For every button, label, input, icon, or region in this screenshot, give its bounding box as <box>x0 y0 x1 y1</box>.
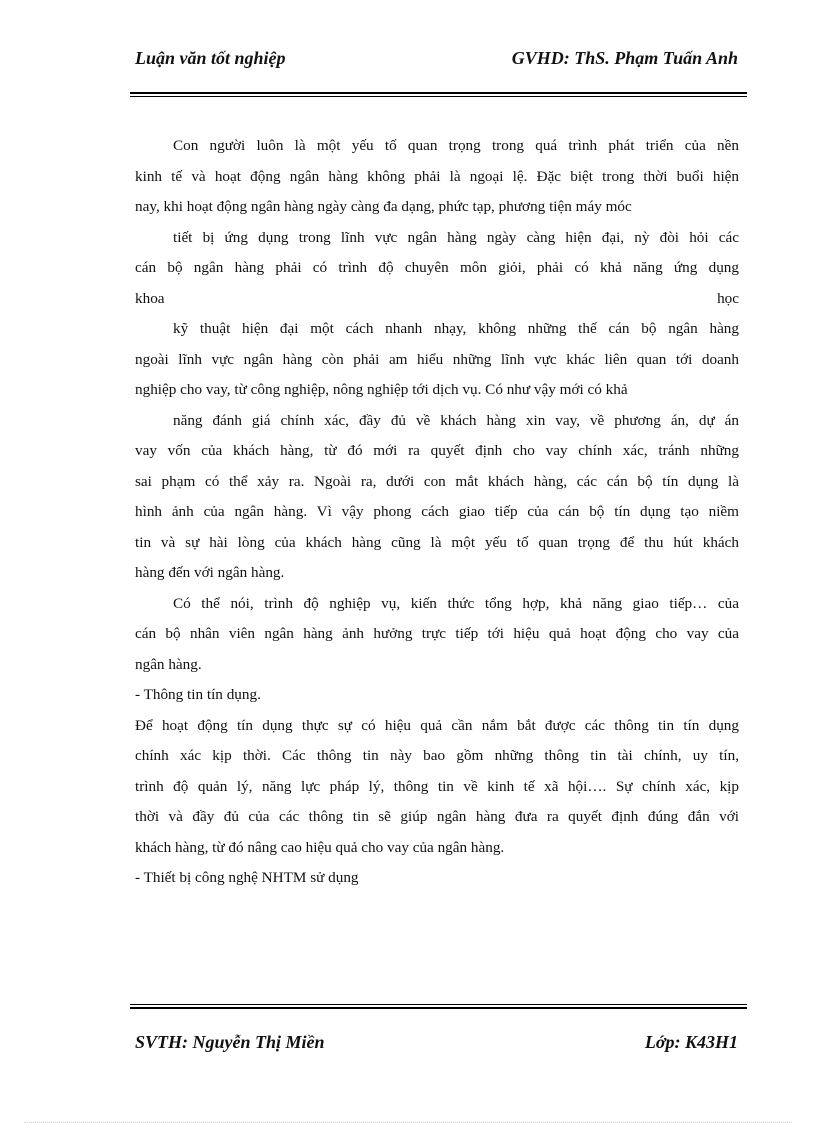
header-thesis-title: Luận văn tốt nghiệp <box>135 48 286 68</box>
section-heading: - Thông tin tín dụng. <box>135 686 261 703</box>
paragraph-line: tiết bị ứng dụng trong lĩnh vực ngân hàng ngày càng hiện đại, nỳ đòi hỏi các <box>173 228 739 246</box>
paragraph-line: hàng đến với ngân hàng. <box>135 564 285 581</box>
footer-rule-top <box>130 1004 747 1005</box>
paragraph-line: năng đánh giá chính xác, đầy đủ về khách hàng xin vay, về phương án, dự án <box>173 411 739 429</box>
section-heading: - Thiết bị công nghệ NHTM sử dụng <box>135 869 359 886</box>
paragraph-line: sai phạm có thể xảy ra. Ngoài ra, dưới con mắt khách hàng, các cán bộ tín dụng là <box>135 472 739 490</box>
paragraph-line: kinh tế và hoạt động ngân hàng không phải là ngoại lệ. Đặc biệt trong thời buổi hiện <box>135 167 739 185</box>
paragraph-line: Có thể nói, trình độ nghiệp vụ, kiến thức tổng hợp, khả năng giao tiếp… của <box>173 594 739 612</box>
footer-student: SVTH: Nguyễn Thị Miền <box>135 1032 325 1052</box>
paragraph-line: nay, khi hoạt động ngân hàng ngày càng đa dạng, phức tạp, phương tiện máy móc <box>135 198 632 215</box>
paragraph-line: ngân hàng. <box>135 655 202 673</box>
paragraph-line: Con người luôn là một yếu tố quan trọng trong quá trình phát triển của nền <box>173 137 739 154</box>
footer-rule-bottom <box>130 1007 747 1009</box>
paragraph-line: Để hoạt động tín dụng thực sự có hiệu quả cần nắm bắt được các thông tin tín dụng <box>135 716 739 734</box>
header-rule-bottom <box>130 96 747 97</box>
paragraph-line: khách hàng, từ đó nâng cao hiệu quả cho vay của ngân hàng. <box>135 838 505 856</box>
paragraph-line: ngoài lĩnh vực ngân hàng còn phải am hiểu những lĩnh vực khác liên quan tới doanh <box>135 350 739 368</box>
paragraph-line: khoa học <box>135 289 739 307</box>
header-rule-top <box>130 92 747 94</box>
paragraph-line: trình độ quản lý, năng lực pháp lý, thông tin về kinh tế xã hội…. Sự chính xác, kịp <box>135 777 739 795</box>
paragraph-line: hình ảnh của ngân hàng. Vì vậy phong cách giao tiếp của cán bộ tín dụng tạo niềm <box>135 503 739 520</box>
page-body <box>135 131 739 894</box>
paragraph-line: tin và sự hài lòng của khách hàng cũng là một yếu tố quan trọng để thu hút khách <box>135 533 739 551</box>
header-supervisor: GVHD: ThS. Phạm Tuấn Anh <box>511 48 738 68</box>
paragraph-line: thời và đầy đủ của các thông tin sẽ giúp ngân hàng đưa ra quyết định đúng đắn với <box>135 808 739 825</box>
paragraph-line: chính xác kịp thời. Các thông tin này bao gồm những thông tin tài chính, uy tín, <box>135 747 739 764</box>
paragraph-line: nghiệp cho vay, từ công nghiệp, nông nghiệp tới dịch vụ. Có như vậy mới có khả <box>135 381 628 398</box>
paragraph-line: kỹ thuật hiện đại một cách nhanh nhạy, không những thế cán bộ ngân hàng <box>173 320 739 337</box>
paragraph-line: cán bộ nhân viên ngân hàng ảnh hưởng trực tiếp tới hiệu quả hoạt động cho vay của <box>135 625 739 642</box>
paragraph-line: vay vốn của khách hàng, từ đó mới ra quyết định cho vay chính xác, tránh những <box>135 442 739 459</box>
paragraph-line: cán bộ ngân hàng phải có trình độ chuyên môn giỏi, phải có khả năng ứng dụng <box>135 259 739 276</box>
footer-class: Lớp: K43H1 <box>644 1032 738 1052</box>
